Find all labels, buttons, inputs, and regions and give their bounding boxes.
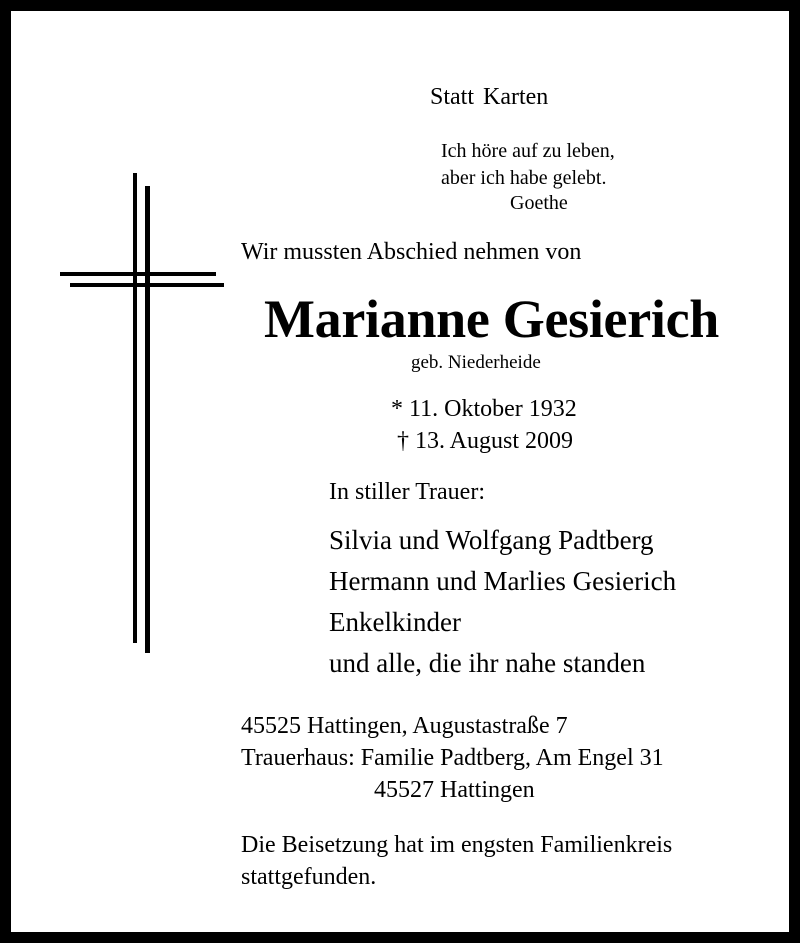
address-line-3: 45527 Hattingen (374, 777, 535, 803)
quote-author: Goethe (510, 192, 568, 214)
mourners-heading: In stiller Trauer: (329, 479, 485, 505)
intro-text: Wir mussten Abschied nehmen von (241, 239, 582, 265)
statt-karten-text: Statt Karten (430, 84, 549, 110)
address-line-1: 45525 Hattingen, Augustastraße 7 (241, 713, 568, 739)
quote-line-2: aber ich habe gelebt. (441, 167, 607, 189)
mourner-name: Enkelkinder (329, 607, 461, 637)
address-line-2: Trauerhaus: Familie Padtberg, Am Engel 31 (241, 745, 664, 771)
maiden-name: geb. Niederheide (411, 352, 541, 373)
cross-icon (51, 166, 236, 666)
funeral-notice-line-2: stattgefunden. (241, 864, 377, 890)
mourner-name: Hermann und Marlies Gesierich (329, 566, 677, 596)
birth-date: * 11. Oktober 1932 (391, 396, 577, 422)
deceased-name: Marianne Gesierich (264, 289, 719, 349)
quote-line-1: Ich höre auf zu leben, (441, 140, 615, 162)
death-date: † 13. August 2009 (397, 428, 574, 454)
mourner-name: und alle, die ihr nahe standen (329, 648, 646, 678)
funeral-notice-line-1: Die Beisetzung hat im engsten Familienkreis (241, 832, 673, 858)
mourner-name: Silvia und Wolfgang Padtberg (329, 525, 654, 555)
